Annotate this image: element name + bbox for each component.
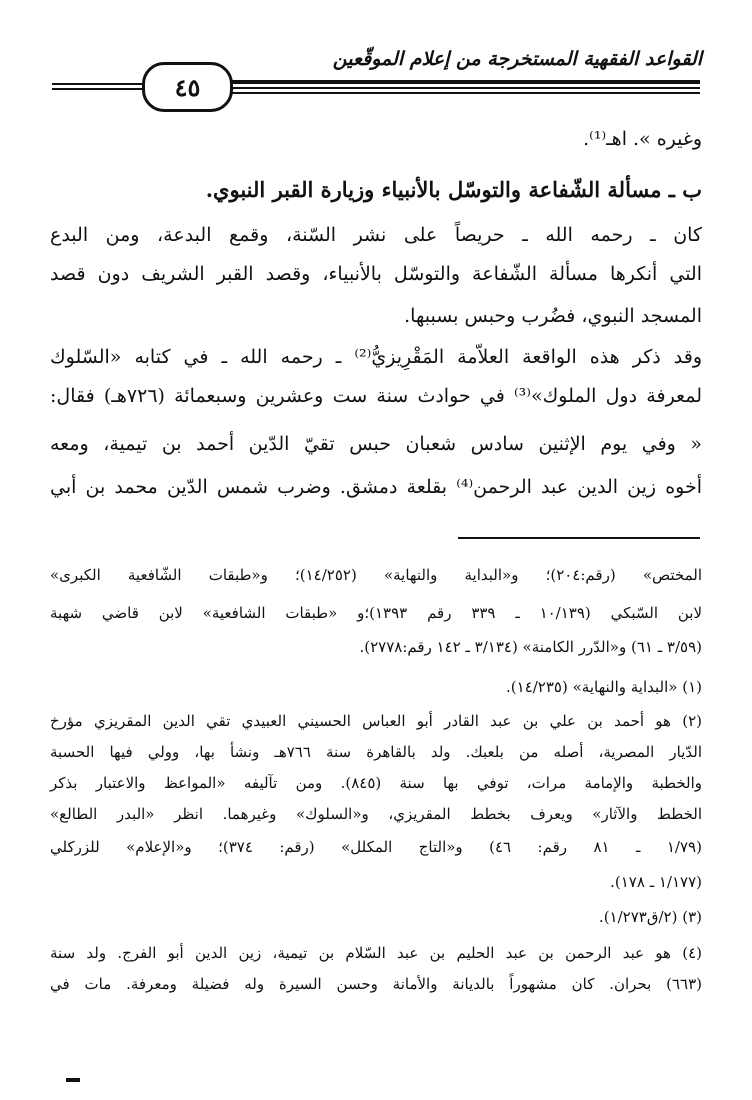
header-rule-left [52,88,152,90]
text-line: كان ـ رحمه الله ـ حريصاً على نشر السّنة، وقمع البدعة، ومن البدع [50,224,702,246]
text-line: « وفي يوم الإثنين سادس شعبان حبس تقيّ الدّين أحمد بن تيمية، ومعه [50,433,702,455]
footnote-line: (١/٧٩ ـ ٨١ رقم: ٤٦) و«التاج المكلل» (رقم: ٣٧٤)؛ و«الإعلام» للزركلي [50,838,702,856]
footnote-line: (٣) (٢/ق١/٢٧٣). [598,908,702,926]
footnote-line: والخطبة والإمامة مرات، توفي بها سنة (٨٤٥). ومن تآليفه «المواعظ والاعتبار بذكر [50,774,702,792]
footnote-separator [458,537,700,539]
footnote-line: الدّيار المصرية، أصله من بلعبك. ولد بالقاهرة سنة ٧٦٦هـ ونشأ بها، وولي فيها الحسبة [50,743,702,761]
footnote-line: لابن السّبكي (١٠/١٣٩ ـ ٣٣٩ رقم ١٣٩٣)؛و «طبقات الشافعية» لابن قاضي شهبة [50,604,703,622]
footnote-line: (٢) هو أحمد بن علي بن عبد القادر أبو العباس الحسيني العبيدي تقي الدين المقريزي مؤرخ [50,712,702,730]
text-line: أخوه زين الدين عبد الرحمن⁽⁴⁾ بقلعة دمشق. وضرب شمس الدّين محمد بن أبي [50,476,702,498]
footnote-line: (٣/٥٩ ـ ٦١) و«الدّرر الكامنة» (٣/١٣٤ ـ ١٤٢ رقم:٢٧٧٨). [359,638,702,656]
section-heading: ب ـ مسألة الشّفاعة والتوسّل بالأنبياء وزيارة القبر النبوي. [205,177,702,202]
page-number-badge [142,62,233,112]
header-rule-thick [215,80,700,84]
running-title: القواعد الفقهية المستخرجة من إعلام الموقّعين [332,48,702,70]
text-line: المسجد النبوي، فضُرب وحبس بسببها. [404,305,702,327]
footnote-line: المختص» (رقم:٢٠٤)؛ و«البداية والنهاية» (١٤/٢٥٢)؛ و«طبقات الشّافعية الكبرى» [50,566,702,584]
footnote-line: (١/١٧٧ ـ ١٧٨). [610,873,702,891]
footnote-line: (٤) هو عبد الرحمن بن عبد الحليم بن عبد السّلام بن تيمية، زين الدين أبو الفرج. ولد سنة [50,944,702,962]
continuation-mark [66,1078,80,1082]
footnote-line: الخطط والآثار» ويعرف بخطط المقريزي، و«السلوك» وغيرهما. انظر «البدر الطالع» [50,805,702,823]
text-line: وغيره ». اهـ⁽¹⁾. [583,128,702,150]
page-number: ٤٥ [174,72,201,102]
footnote-line: (١) «البداية والنهاية» (١٤/٢٣٥). [506,678,702,696]
text-line: لمعرفة دول الملوك»⁽³⁾ في حوادث سنة ست وعشرين وسبعمائة (٧٢٦هـ) فقال: [50,385,702,407]
header-rule-thin [215,87,700,89]
header-rule-left [52,83,152,85]
text-line: وقد ذكر هذه الواقعة العلاّمة المَقْرِيزيُّ⁽²⁾ ـ رحمه الله ـ في كتابه «السّلوك [50,346,702,368]
text-line: التي أنكرها مسألة الشّفاعة والتوسّل بالأنبياء، وقصد القبر الشريف دون قصد [50,263,702,285]
header-rule-thin [215,92,700,94]
footnote-line: (٦٦٣) بحران. كان مشهوراً بالديانة والأمانة وحسن السيرة وله فضيلة ومعرفة. مات في [50,975,702,993]
